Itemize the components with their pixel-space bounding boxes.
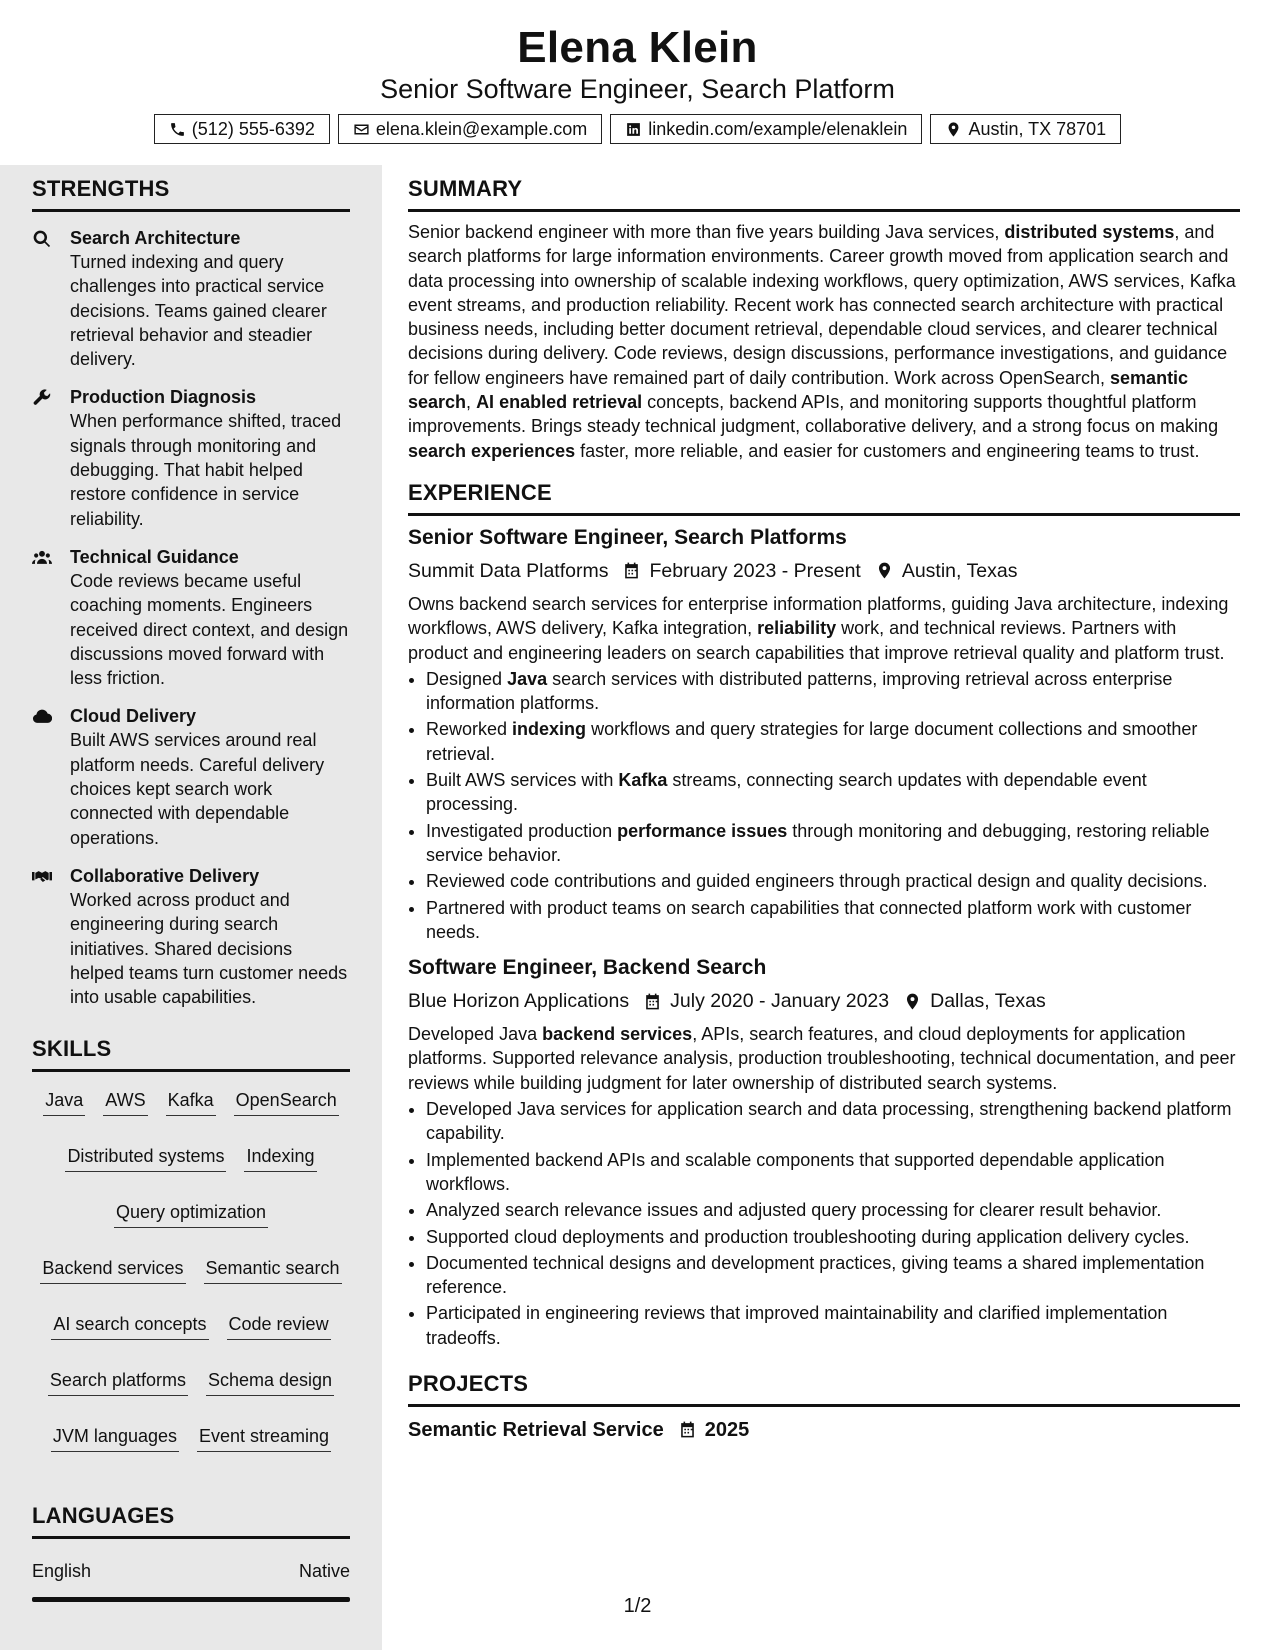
contact-location-text: Austin, TX 78701 [968, 118, 1107, 139]
job-title: Software Engineer, Backend Search [408, 956, 767, 980]
job-dates: February 2023 - Present [649, 559, 861, 582]
skill-tag: OpenSearch [234, 1088, 339, 1116]
cloud-icon [32, 707, 52, 727]
job-description: Developed Java backend services, APIs, search features, and cloud deployments for application platforms. Supported relevance analysis, production troubleshooting, technical documentation, and peer reviews while building judgment for later ownership of distributed search systems. [408, 1024, 1236, 1093]
strength-title: Search Architecture [70, 228, 241, 248]
list-item: • Participated in engineering reviews that improved maintainability and clarified implementation tradeoffs. [426, 1301, 1240, 1350]
skill-tag: AWS [103, 1088, 147, 1116]
strength-item [32, 704, 350, 849]
page-number: 1/2 [623, 1595, 652, 1617]
language-row [32, 1559, 350, 1583]
map-pin-icon [945, 121, 962, 138]
strength-item [32, 226, 350, 371]
skill-tag: Semantic search [204, 1256, 342, 1284]
contact-location [930, 114, 1121, 144]
handshake-icon [32, 867, 52, 887]
skills-heading: SKILLS [32, 1035, 350, 1072]
list-item: • Designed Java search services with distributed patterns, improving retrieval across enterprise information platforms. [426, 667, 1240, 716]
skill-tag: Backend services [40, 1256, 185, 1284]
strength-description: Worked across product and engineering during search initiatives. Shared decisions helped teams turn customer needs into usable capabilities. [70, 889, 348, 1008]
job-dates: July 2020 - January 2023 [670, 990, 890, 1013]
wrench-icon [32, 388, 52, 408]
job-meta [408, 558, 1240, 584]
strength-description: When performance shifted, traced signals through monitoring and debugging. That habit helped restore confidence in service reliability. [70, 411, 342, 529]
list-item: • Reviewed code contributions and guided engineers through practical design and quality decisions. [426, 869, 1240, 893]
phone-icon [169, 121, 186, 138]
languages-heading: LANGUAGES [32, 1502, 350, 1539]
contact-bar [0, 114, 1275, 144]
main-column [408, 165, 1240, 1443]
skill-tag: Distributed systems [65, 1144, 226, 1172]
skill-tag: Search platforms [48, 1368, 188, 1396]
contact-linkedin[interactable] [610, 114, 922, 144]
skill-tag: Schema design [206, 1368, 334, 1396]
contact-phone-text: (512) 555-6392 [191, 118, 315, 139]
calendar-icon [622, 561, 641, 580]
skill-tag: AI search concepts [51, 1312, 208, 1340]
projects-heading: PROJECTS [408, 1370, 1240, 1407]
summary-text: Senior backend engineer with more than five years building Java services, distributed systems, and search platforms for large information environments. Career growth moved from application search and data processing into ownership of scalable indexing workflows, query optimization, AWS services, Kafka event streams, and production reliability. Recent work has connected search architecture with practical business needs, including better document retrieval, dependable cloud services, and clearer technical decisions during delivery. Code reviews, design discussions, performance investigations, and guidance for fellow engineers have remained part of daily contribution. Work across OpenSearch, semantic search, AI enabled retrieval concepts, backend APIs, and monitoring supports thoughtful platform improvements. Brings steady technical judgment, collaborative delivery, and a strong focus on making search experiences faster, more reliable, and easier for customers and engineering teams to trust. [408, 222, 1236, 461]
skill-tag: Query optimization [114, 1200, 268, 1228]
skill-tag: Event streaming [197, 1424, 331, 1452]
strength-item [32, 385, 350, 530]
job-entry [408, 524, 1240, 944]
strength-item [32, 864, 350, 1009]
skill-tag: Kafka [166, 1088, 216, 1116]
contact-phone[interactable] [154, 114, 330, 144]
candidate-name: Elena Klein [517, 23, 758, 72]
users-icon [32, 548, 52, 568]
map-pin-icon [875, 561, 894, 580]
strength-description: Turned indexing and query challenges into practical service decisions. Teams gained clearer retrieval behavior and steadier delivery. [70, 252, 327, 370]
job-company: Summit Data Platforms [408, 559, 609, 582]
contact-linkedin-text: linkedin.com/example/elenaklein [648, 118, 908, 139]
strength-title: Technical Guidance [70, 546, 239, 567]
candidate-headline: Senior Software Engineer, Search Platform [380, 74, 895, 104]
job-company: Blue Horizon Applications [408, 990, 630, 1013]
project-name: Semantic Retrieval Service [408, 1418, 664, 1441]
search-icon [32, 229, 52, 249]
list-item: • Developed Java services for application search and data processing, strengthening backend platform capability. [426, 1097, 1240, 1146]
project-year: 2025 [704, 1418, 750, 1441]
language-name: English [32, 1561, 92, 1582]
skills-list [32, 1088, 350, 1452]
calendar-icon [643, 992, 662, 1011]
strength-item [32, 545, 350, 690]
list-item: • Reworked indexing workflows and query strategies for large document collections and smoother retrieval. [426, 717, 1240, 766]
strengths-heading: STRENGTHS [32, 175, 350, 212]
job-location: Dallas, Texas [930, 990, 1046, 1013]
job-location: Austin, Texas [901, 559, 1018, 582]
job-bullets [426, 1097, 1240, 1350]
job-description: Owns backend search services for enterprise information platforms, guiding Java architecture, indexing workflows, AWS delivery, Kafka integration, reliability work, and technical reviews. Partners with product and engineering leaders on search capabilities that improve retrieval quality and platform trust. [408, 593, 1229, 663]
language-level: Native [298, 1561, 350, 1582]
strength-description: Built AWS services around real platform needs. Careful delivery choices kept search work connected with dependable operations. [70, 730, 325, 848]
list-item: • Implemented backend APIs and scalable components that supported dependable application workflows. [426, 1148, 1240, 1197]
strength-description: Code reviews became useful coaching moments. Engineers received direct context, and design discussions moved forward with less friction. [70, 570, 349, 689]
skill-tag: Code review [227, 1312, 331, 1340]
list-item: • Built AWS services with Kafka streams, connecting search updates with dependable event processing. [426, 768, 1240, 817]
job-meta [408, 988, 1240, 1014]
job-title: Senior Software Engineer, Search Platforms [408, 525, 847, 549]
strength-title: Cloud Delivery [70, 706, 197, 727]
skill-tag: Java [43, 1088, 85, 1116]
skill-tag: JVM languages [51, 1424, 179, 1452]
experience-heading: EXPERIENCE [408, 479, 1240, 516]
list-item: • Supported cloud deployments and production troubleshooting during application delivery cycles. [426, 1225, 1240, 1249]
linkedin-icon [625, 121, 642, 138]
summary-heading: SUMMARY [408, 175, 1240, 212]
contact-email[interactable] [338, 114, 602, 144]
contact-email-text: elena.klein@example.com [375, 118, 588, 139]
job-bullets [426, 667, 1240, 944]
calendar-icon [678, 1420, 697, 1439]
map-pin-icon [903, 992, 922, 1011]
list-item: • Analyzed search relevance issues and adjusted query processing for clearer result behavior. [426, 1198, 1240, 1222]
list-item: • Investigated production performance issues through monitoring and debugging, restoring reliable service behavior. [426, 819, 1240, 868]
project-entry [408, 1417, 1240, 1443]
sidebar [0, 165, 382, 1650]
strength-title: Collaborative Delivery [70, 865, 260, 886]
list-item: • Documented technical designs and development practices, giving teams a shared implementation reference. [426, 1251, 1240, 1300]
strength-title: Production Diagnosis [70, 387, 257, 408]
resume-header [0, 0, 1275, 165]
envelope-icon [353, 121, 370, 138]
job-entry [408, 954, 1240, 1350]
list-item: • Partnered with product teams on search capabilities that connected platform work with customer needs. [426, 896, 1240, 945]
skill-tag: Indexing [244, 1144, 316, 1172]
